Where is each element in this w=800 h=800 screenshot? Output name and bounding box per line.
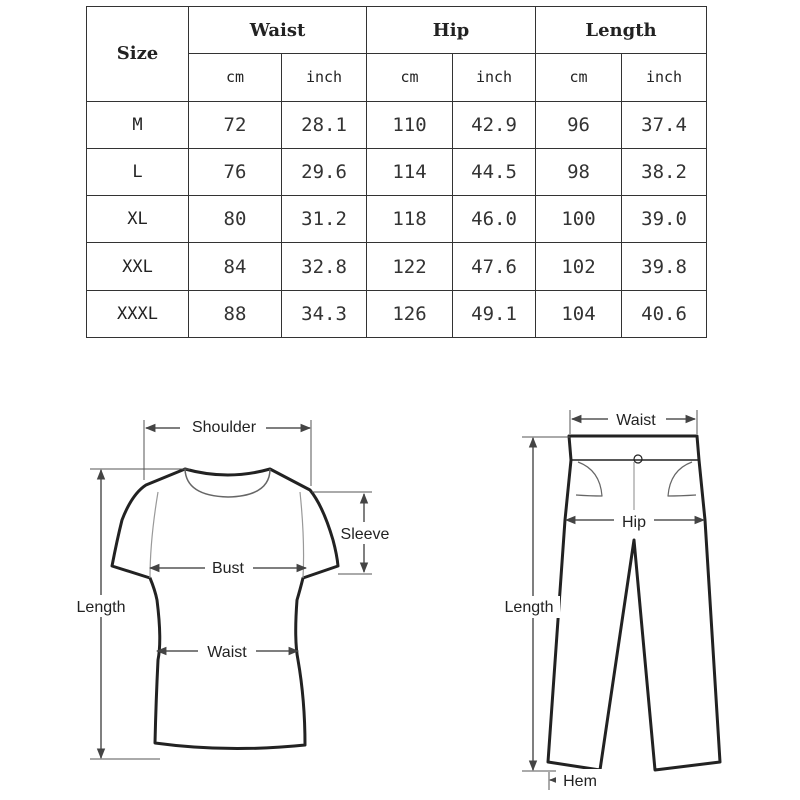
table-cell: 40.6 [622, 290, 707, 337]
table-cell: 102 [536, 243, 622, 290]
table-cell: 104 [536, 290, 622, 337]
table-cell: 31.2 [282, 196, 367, 243]
unit-cell: inch [453, 54, 536, 101]
size-cell: XL [87, 196, 189, 243]
size-cell: M [87, 101, 189, 148]
table-cell: 47.6 [453, 243, 536, 290]
table-cell: 88 [189, 290, 282, 337]
unit-cell: inch [622, 54, 707, 101]
unit-cell: cm [367, 54, 453, 101]
table-cell: 44.5 [453, 148, 536, 195]
table-cell: 96 [536, 101, 622, 148]
table-cell: 46.0 [453, 196, 536, 243]
pants-length-label: Length [504, 599, 554, 616]
table-cell: 72 [189, 101, 282, 148]
table-cell: 80 [189, 196, 282, 243]
table-cell: 42.9 [453, 101, 536, 148]
table-cell: 114 [367, 148, 453, 195]
shirt-length-label: Length [76, 599, 126, 616]
pants-illustration [548, 436, 720, 770]
table-cell: 122 [367, 243, 453, 290]
bust-label: Bust [211, 560, 245, 577]
table-cell: 76 [189, 148, 282, 195]
table-cell: 28.1 [282, 101, 367, 148]
sleeve-label: Sleeve [340, 526, 390, 543]
size-cell: L [87, 148, 189, 195]
table-cell: 37.4 [622, 101, 707, 148]
table-cell: 100 [536, 196, 622, 243]
waist-header: Waist [189, 7, 367, 54]
table-cell: 39.8 [622, 243, 707, 290]
shirt-waist-label: Waist [207, 644, 247, 661]
table-cell: 110 [367, 101, 453, 148]
hem-label: Hem [563, 773, 597, 790]
table-cell: 98 [536, 148, 622, 195]
table-cell: 118 [367, 196, 453, 243]
size-cell: XXL [87, 243, 189, 290]
unit-cell: cm [536, 54, 622, 101]
table-cell: 126 [367, 290, 453, 337]
length-header: Length [536, 7, 707, 54]
table-cell: 34.3 [282, 290, 367, 337]
table-cell: 39.0 [622, 196, 707, 243]
table-cell: 38.2 [622, 148, 707, 195]
table-cell: 32.8 [282, 243, 367, 290]
hip-header: Hip [367, 7, 536, 54]
size-header: Size [87, 7, 189, 102]
size-cell: XXXL [87, 290, 189, 337]
pants-waist-label: Waist [616, 412, 656, 429]
table-cell: 29.6 [282, 148, 367, 195]
unit-cell: inch [282, 54, 367, 101]
table-cell: 84 [189, 243, 282, 290]
table-cell: 49.1 [453, 290, 536, 337]
unit-cell: cm [189, 54, 282, 101]
tshirt-illustration [112, 469, 338, 749]
shoulder-label: Shoulder [191, 419, 257, 436]
hip-label: Hip [621, 514, 647, 531]
